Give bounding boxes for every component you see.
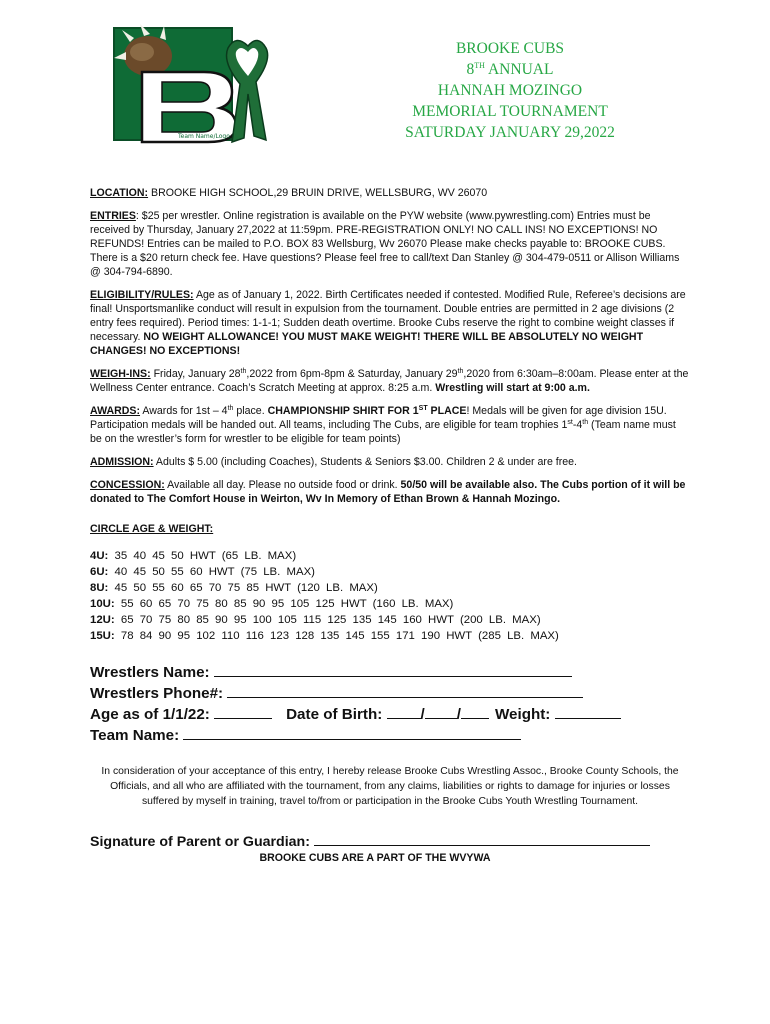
eligibility-bold-text: NO WEIGHT ALLOWANCE! YOU MUST MAKE WEIGHT! THERE WILL BE ABSOLUTELY NO WEIGHT CHANGES! NO EXCEPTIONS!	[90, 331, 644, 357]
location-section	[90, 186, 690, 200]
title-line-1: BROOKE CUBS	[455, 40, 565, 57]
weight-row-15u[interactable]: 15U: 78 84 90 95 102 110 116 123 128 135 145 155 171 190 HWT (285 LB. MAX)	[90, 630, 559, 642]
wrestler-phone-line: Wrestlers Phone#:	[90, 683, 690, 704]
weight-field[interactable]	[555, 704, 621, 719]
awards-section: AWARDS: Awards for 1st – 4th place. CHAMPIONSHIP SHIRT FOR 1ST PLACE! Medals will be given for age division 15U. Participation medals will be handed out. All teams, including The Cubs, are eligible for team trophies 1st-4th (Team name must be on the wrestler’s form for wrestler to be eligible for team points)	[90, 405, 676, 445]
title-line-2: 8TH ANNUAL	[466, 61, 554, 78]
entries-text: : $25 per wrestler. Online registration is available on the PYW website (www.pywrestling.com) Entries must be received by Thursday, January 27,2022 at 11:59pm. PRE-REGISTRATION ONLY! NO CALL INS! NO EXCEPTIONS! NO REFUNDS! Entries can be mailed to P.O. BOX 83 Wellsburg, Wv 26070 Please make checks payable to: BROOKE CUBS. There is a $20 return check fee. Have questions? Please feel free to call/text Dan Stanley @ 304-479-0511 or Allison Williams @ 304-794-6890.	[90, 210, 680, 278]
title-line-3: HANNAH MOZINGO	[437, 82, 583, 99]
wrestler-name-field[interactable]	[214, 662, 572, 677]
admission-text: Adults $ 5.00 (including Coaches), Students & Seniors $3.00. Children 2 & under are free.	[153, 456, 577, 468]
eligibility-text: Age as of January 1, 2022. Birth Certificates needed if contested. Modified Rule, Referee’s decisions are final! Unsportsmanlike conduct will result in expulsion from the tournament. Double entries are permitted in 2 age divisions (2 entry fees required). Period times: 1-1-1; Sudden death overtime. Brooke Cubs reserve the right to combine weight classes if necessary.	[90, 289, 686, 343]
weight-row-12u[interactable]: 12U: 65 70 75 80 85 90 95 100 105 115 125 135 145 160 HWT (200 LB. MAX)	[90, 614, 541, 626]
team-name-field[interactable]	[183, 725, 521, 740]
admission-section	[90, 455, 690, 469]
awards-label: AWARDS:	[90, 405, 141, 417]
flyer-body	[90, 186, 690, 865]
entries-label: ENTRIES	[90, 210, 136, 222]
dob-day-field[interactable]	[425, 704, 457, 719]
brooke-cubs-logo	[108, 24, 270, 146]
location-label: LOCATION:	[90, 187, 149, 199]
circle-age-weight-heading: CIRCLE AGE & WEIGHT:	[90, 523, 214, 535]
admission-label: ADMISSION:	[90, 456, 154, 468]
location-text: BROOKE HIGH SCHOOL,29 BRUIN DRIVE, WELLSBURG, WV 26070	[148, 187, 488, 199]
title-line-5: SATURDAY JANUARY 29,2022	[405, 124, 615, 141]
weight-row-10u[interactable]: 10U: 55 60 65 70 75 80 85 90 95 105 125 HWT (160 LB. MAX)	[90, 598, 454, 610]
weight-row-8u[interactable]: 8U: 45 50 55 60 65 70 75 85 HWT (120 LB. MAX)	[90, 582, 378, 594]
signature-line: Signature of Parent or Guardian:	[90, 831, 690, 849]
weigh-ins-start-time: Wrestling will start at 9:00 a.m.	[435, 382, 590, 394]
tournament-title	[340, 38, 680, 143]
weight-class-list	[90, 548, 690, 644]
footer-note: BROOKE CUBS ARE A PART OF THE WVYWA	[259, 852, 491, 864]
eligibility-section	[90, 288, 690, 358]
dob-month-field[interactable]	[387, 704, 421, 719]
weight-row-6u[interactable]: 6U: 40 45 50 55 60 HWT (75 LB. MAX)	[90, 566, 315, 578]
wrestler-name-line: Wrestlers Name:	[90, 662, 690, 683]
weigh-ins-label: WEIGH-INS:	[90, 368, 151, 380]
entries-section	[90, 209, 690, 279]
liability-release-text: In consideration of your acceptance of this entry, I hereby release Brooke Cubs Wrestling Assoc., Brooke County Schools, the Officials, and all who are affiliated with the tournament, from any claims, liabilities or rights to damage for injuries or losses suffered by myself in training, travel to/from or participation in the Brooke Cubs Youth Wrestling Tournament.	[101, 766, 679, 807]
signature-field[interactable]	[314, 831, 650, 846]
letter-b-graphic	[142, 72, 236, 142]
concession-label: CONCESSION:	[90, 479, 165, 491]
registration-form	[90, 662, 690, 746]
weight-row-4u[interactable]: 4U: 35 40 45 50 HWT (65 LB. MAX)	[90, 550, 297, 562]
team-name-line: Team Name:	[90, 725, 690, 746]
age-dob-weight-line: Age as of 1/1/22: Date of Birth: / / Weight:	[90, 704, 690, 725]
championship-shirt-text: CHAMPIONSHIP SHIRT FOR 1ST PLACE	[267, 405, 467, 417]
dob-year-field[interactable]	[461, 704, 489, 719]
eligibility-label: ELIGIBILITY/RULES:	[90, 289, 194, 301]
wrestler-phone-field[interactable]	[227, 683, 583, 698]
logo-text: Team Name/Logo	[178, 133, 230, 140]
age-field[interactable]	[214, 704, 272, 719]
concession-section	[90, 478, 690, 506]
concession-bold-text: 50/50 will be available also. The Cubs portion of it will be donated to The Comfort House in Weirton, Wv In Memory of Ethan Brown & Hannah Mozingo.	[90, 479, 686, 505]
concession-text: Available all day. Please no outside food or drink.	[164, 479, 401, 491]
weigh-ins-section: WEIGH-INS: Friday, January 28th,2022 from 6pm-8pm & Saturday, January 29th,2020 from 6:30am–8:00am. Please enter at the Wellness Center entrance. Coach’s Scratch Meeting at approx. 8:25 a.m. Wrestling will start at 9:00 a.m.	[90, 368, 689, 394]
title-line-4: MEMORIAL TOURNAMENT	[412, 103, 608, 120]
